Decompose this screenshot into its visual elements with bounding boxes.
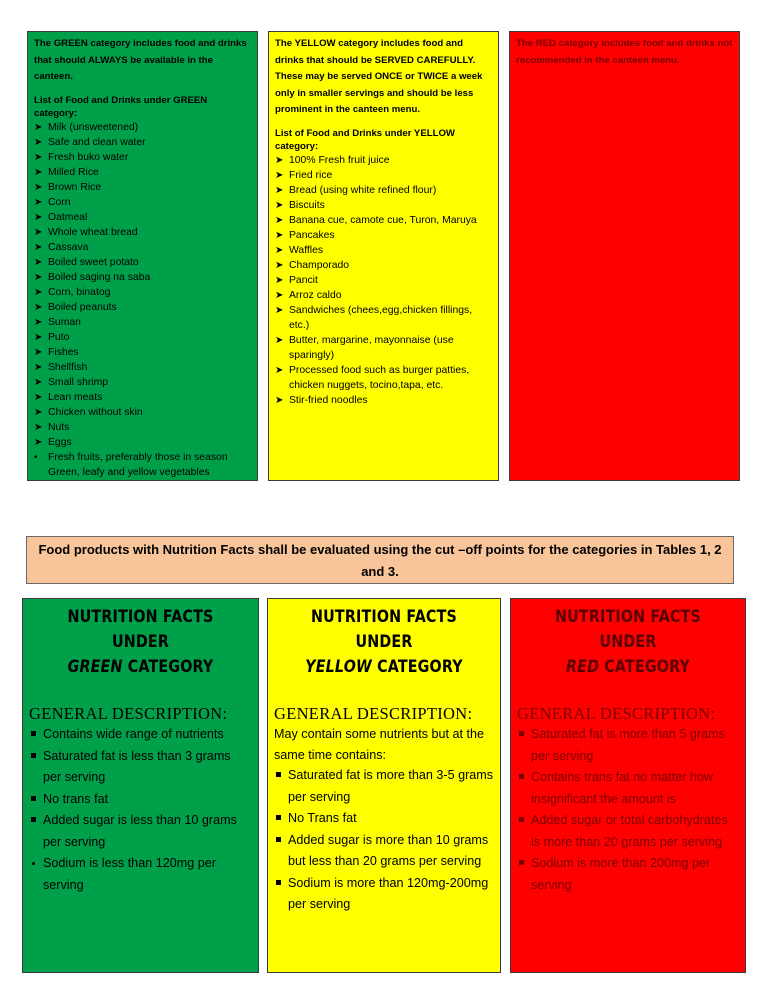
list-item-text: Sodium is more than 120mg-200mg per serving: [288, 875, 489, 911]
square-bullet-icon: [276, 880, 281, 885]
nutrition-red-list: [517, 724, 739, 896]
list-item: [34, 405, 251, 420]
list-item: [34, 285, 251, 300]
arrow-bullet-icon: ➤: [34, 196, 43, 208]
list-item: [34, 255, 251, 270]
list-item: [34, 135, 251, 150]
list-item: [34, 270, 251, 285]
red-category-box: [509, 31, 740, 481]
list-item: [275, 243, 492, 258]
list-item: [275, 258, 492, 273]
general-description-heading: GENERAL DESCRIPTION:: [274, 704, 473, 723]
title-line: NUTRITION FACTS UNDER: [311, 607, 457, 652]
list-item-text: Added sugar is less than 10 grams per serving: [43, 813, 237, 849]
list-item: [29, 724, 252, 746]
arrow-bullet-icon: ➤: [275, 259, 284, 271]
nutrition-green-list: [29, 724, 252, 896]
list-item: [34, 225, 251, 240]
nutrition-red-box: [510, 598, 746, 973]
list-item-text: Puto: [48, 331, 70, 343]
arrow-bullet-icon: ➤: [34, 241, 43, 253]
square-bullet-icon: [31, 731, 36, 736]
list-item-text: Biscuits: [289, 199, 325, 211]
list-item-text: Banana cue, camote cue, Turon, Maruya: [289, 214, 477, 226]
yellow-category-box: [268, 31, 499, 481]
list-item-text: Butter, margarine, mayonnaise (use sparingly): [289, 334, 454, 361]
list-item: [34, 150, 251, 165]
arrow-bullet-icon: ➤: [34, 376, 43, 388]
list-item: [274, 765, 494, 808]
list-item-text: Lean meats: [48, 391, 103, 403]
list-item: [34, 435, 251, 450]
square-bullet-icon: [519, 860, 524, 865]
arrow-bullet-icon: ➤: [34, 271, 43, 283]
green-category-box: [27, 31, 258, 481]
arrow-bullet-icon: ➤: [34, 346, 43, 358]
arrow-bullet-icon: ➤: [34, 361, 43, 373]
list-item-text: Saturated fat is more than 3-5 grams per serving: [288, 768, 494, 804]
arrow-bullet-icon: ➤: [275, 394, 284, 406]
yellow-list-heading: List of Food and Drinks under YELLOW category:: [275, 127, 455, 152]
general-description-heading: GENERAL DESCRIPTION:: [29, 704, 228, 723]
square-bullet-icon: [519, 731, 524, 736]
list-item-text: Saturated fat is more than 5 grams per serving: [531, 727, 725, 763]
list-item-text: Saturated fat is less than 3 grams per serving: [43, 748, 231, 784]
list-item: [34, 180, 251, 195]
list-item-text: Arroz caldo: [289, 289, 342, 301]
list-item-text: Brown Rice: [48, 181, 102, 193]
list-item-text: Stir-fried noodles: [289, 394, 368, 406]
list-item: [275, 198, 492, 213]
square-bullet-icon: [31, 796, 36, 801]
yellow-food-list: [275, 153, 492, 408]
list-item: [34, 345, 251, 360]
arrow-bullet-icon: ➤: [275, 364, 284, 376]
square-bullet-icon: [32, 862, 35, 865]
nutrition-yellow-box: [267, 598, 501, 973]
nutrition-facts-banner: [26, 536, 734, 584]
arrow-bullet-icon: ➤: [275, 304, 284, 316]
list-item: [34, 450, 251, 480]
list-item: [29, 810, 252, 853]
category-name: YELLOW: [305, 657, 372, 677]
list-item-text: Sodium is less than 120mg per serving: [43, 856, 216, 892]
list-item-text: Small shrimp: [48, 376, 109, 388]
list-item-text: Contains trans fat no matter how insignificant the amount is: [531, 770, 714, 806]
list-item: [34, 195, 251, 210]
list-item-text: Milk (unsweetened): [48, 121, 139, 133]
arrow-bullet-icon: ➤: [34, 391, 43, 403]
arrow-bullet-icon: ➤: [34, 436, 43, 448]
list-item: [275, 228, 492, 243]
square-bullet-icon: [276, 815, 281, 820]
list-item: [34, 375, 251, 390]
arrow-bullet-icon: ➤: [34, 181, 43, 193]
list-item: [275, 333, 492, 363]
list-item: [34, 420, 251, 435]
list-item: [275, 363, 492, 393]
title-line: NUTRITION FACTS UNDER: [67, 607, 214, 652]
list-item-text: Fishes: [48, 346, 79, 358]
arrow-bullet-icon: ➤: [275, 244, 284, 256]
list-item: [274, 873, 494, 916]
list-item: [34, 330, 251, 345]
arrow-bullet-icon: ➤: [34, 166, 43, 178]
list-item: [34, 300, 251, 315]
arrow-bullet-icon: ➤: [275, 274, 284, 286]
list-item-text: Shellfish: [48, 361, 88, 373]
list-item-text: Sandwiches (chees,egg,chicken fillings, etc.): [289, 304, 473, 331]
list-item: [517, 767, 739, 810]
list-item: [34, 360, 251, 375]
arrow-bullet-icon: ➤: [34, 136, 43, 148]
list-item-text: Eggs: [48, 436, 72, 448]
category-name: RED: [566, 657, 600, 677]
arrow-bullet-icon: ➤: [34, 151, 43, 163]
arrow-bullet-icon: ➤: [275, 214, 284, 226]
arrow-bullet-icon: ➤: [34, 421, 43, 433]
list-item-text: Boiled peanuts: [48, 301, 117, 313]
list-item-text: Boiled sweet potato: [48, 256, 139, 268]
green-category-intro: The GREEN category includes food and drinks that should ALWAYS be available in the canteen.: [34, 38, 247, 82]
arrow-bullet-icon: ➤: [275, 334, 284, 346]
square-bullet-icon: [31, 817, 36, 822]
list-item: [275, 273, 492, 288]
list-item: [274, 808, 494, 830]
list-item: [275, 288, 492, 303]
square-bullet-icon: [519, 774, 524, 779]
arrow-bullet-icon: ➤: [275, 184, 284, 196]
arrow-bullet-icon: ➤: [275, 289, 284, 301]
list-item-text: Sodium is more than 200mg per serving: [531, 856, 711, 892]
list-item-text: Safe and clean water: [48, 136, 146, 148]
arrow-bullet-icon: ➤: [275, 154, 284, 166]
list-item: [275, 168, 492, 183]
list-item-text: Chicken without skin: [48, 406, 143, 418]
list-item-text: Added sugar is more than 10 grams but less than 20 grams per serving: [288, 832, 489, 868]
list-item-text: Pancakes: [289, 229, 335, 241]
general-description-heading: GENERAL DESCRIPTION:: [517, 704, 716, 723]
arrow-bullet-icon: ➤: [34, 331, 43, 343]
list-item: [34, 240, 251, 255]
arrow-bullet-icon: ➤: [34, 301, 43, 313]
list-item: [275, 153, 492, 168]
list-item-text: Fried rice: [289, 169, 333, 181]
square-bullet-icon: [276, 837, 281, 842]
arrow-bullet-icon: ➤: [34, 211, 43, 223]
category-word: CATEGORY: [377, 657, 463, 677]
nutrition-yellow-title: [292, 605, 477, 680]
list-item-text: No trans fat: [43, 791, 109, 806]
arrow-bullet-icon: ➤: [275, 229, 284, 241]
list-item-text: Corn: [48, 196, 71, 208]
list-item: [517, 810, 739, 853]
list-item-text: Boiled saging na saba: [48, 271, 151, 283]
list-item: [34, 390, 251, 405]
list-item: [29, 853, 252, 896]
arrow-bullet-icon: ➤: [34, 286, 43, 298]
title-line: NUTRITION FACTS UNDER: [555, 607, 701, 652]
list-item: [34, 165, 251, 180]
square-bullet-icon: [519, 817, 524, 822]
list-item-text: Fresh buko water: [48, 151, 129, 163]
category-name: GREEN: [67, 657, 123, 677]
list-item-text: Suman: [48, 316, 81, 328]
list-item-text: Milled Rice: [48, 166, 99, 178]
list-item-text: Whole wheat bread: [48, 226, 138, 238]
list-item: [274, 830, 494, 873]
list-item-text: Added sugar or total carbohydrates is more than 20 grams per serving: [531, 813, 728, 849]
list-item-text: Contains wide range of nutrients: [43, 727, 224, 741]
list-item-text: Fresh fruits, preferably those in season Green, leafy and yellow vegetables: [48, 451, 228, 478]
list-item-text: Bread (using white refined flour): [289, 184, 437, 196]
nutrition-red-title: [535, 605, 721, 680]
list-item: [275, 303, 492, 333]
list-item: [517, 724, 739, 767]
arrow-bullet-icon: ➤: [34, 226, 43, 238]
list-item-text: Champorado: [289, 259, 350, 271]
list-item-text: No Trans fat: [288, 811, 357, 825]
nutrition-green-box: [22, 598, 259, 973]
green-food-list: [34, 120, 251, 480]
list-item: [275, 213, 492, 228]
arrow-bullet-icon: ➤: [275, 169, 284, 181]
nutrition-yellow-list: [274, 765, 494, 916]
green-list-heading: List of Food and Drinks under GREEN category:: [34, 94, 208, 119]
arrow-bullet-icon: ➤: [34, 406, 43, 418]
arrow-bullet-icon: •: [34, 451, 38, 463]
list-item-text: Corn, binatog: [48, 286, 111, 298]
list-item: [34, 120, 251, 135]
list-item-text: Pancit: [289, 274, 318, 286]
square-bullet-icon: [276, 772, 281, 777]
category-word: CATEGORY: [127, 657, 214, 677]
yellow-category-intro: The YELLOW category includes food and drinks that should be SERVED CAREFULLY. These may be served ONCE or TWICE a week only in smaller servings and should be less prominent in the canteen menu.: [275, 38, 483, 115]
list-item: [517, 853, 739, 896]
arrow-bullet-icon: ➤: [275, 199, 284, 211]
list-item: [34, 315, 251, 330]
list-item: [34, 210, 251, 225]
nutrition-green-title: [47, 605, 234, 680]
list-item: [275, 393, 492, 408]
list-item: [29, 789, 252, 811]
arrow-bullet-icon: ➤: [34, 256, 43, 268]
list-item-text: 100% Fresh fruit juice: [289, 154, 390, 166]
list-item-text: Waffles: [289, 244, 324, 256]
yellow-description: May contain some nutrients but at the same time contains:: [274, 727, 485, 762]
list-item-text: Processed food such as burger patties, chicken nuggets, tocino,tapa, etc.: [289, 364, 470, 391]
list-item: [29, 746, 252, 789]
arrow-bullet-icon: ➤: [34, 316, 43, 328]
red-category-intro: The RED category includes food and drinks not recommended in the canteen menu.: [516, 38, 733, 66]
category-word: CATEGORY: [604, 657, 690, 677]
list-item-text: Nuts: [48, 421, 70, 433]
arrow-bullet-icon: ➤: [34, 121, 43, 133]
banner-text: Food products with Nutrition Facts shall be evaluated using the cut –off points for the categories in Tables 1, 2 and 3.: [38, 542, 722, 579]
square-bullet-icon: [31, 753, 36, 758]
list-item-text: Cassava: [48, 241, 89, 253]
list-item-text: Oatmeal: [48, 211, 88, 223]
list-item: [275, 183, 492, 198]
